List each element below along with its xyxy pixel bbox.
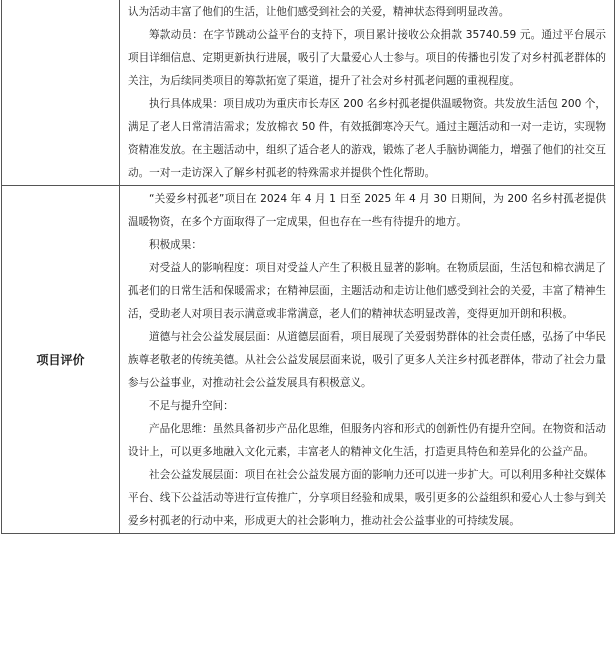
paragraph: 认为活动丰富了他们的生活，让他们感受到社会的关爱，精神状态得到明显改善。 <box>128 6 510 18</box>
paragraph: 筹款动员：在字节跳动公益平台的支持下，项目累计接收公众捐款 35740.59 元。通过平台展示项目详细信息、定期更新执行进展，吸引了大量爱心人士参与。项目的传播也引发了对乡村孤老群体的关注，为后续同类项目的筹款拓宽了渠道，提升了社会对乡村孤老问题的重视程度。 <box>128 29 606 87</box>
paragraph: 对受益人的影响程度：项目对受益人产生了积极且显著的影响。在物质层面，生活包和棉衣满足了孤老们的日常生活和保暖需求；在精神层面，主题活动和走访让他们感受到社会的关爱，丰富了精神生活，受助老人对项目表示满意或非常满意，老人们的精神状态明显改善，变得更加开朗和积极。 <box>128 262 606 320</box>
table-row <box>2 186 615 534</box>
row-content-cell <box>120 186 615 534</box>
row-label-project-evaluation: 项目评价 <box>2 186 120 534</box>
paragraph: 道德与社会公益发展层面：从道德层面看，项目展现了关爱弱势群体的社会责任感，弘扬了中华民族尊老敬老的传统美德。从社会公益发展层面来说，吸引了更多人关注乡村孤老群体，带动了社会力量参与公益事业，对推动社会公益发展具有积极意义。 <box>128 331 606 389</box>
row-content-cell <box>120 0 615 186</box>
document-table <box>1 0 615 534</box>
paragraph: “关爱乡村孤老”项目在 2024 年 4 月 1 日至 2025 年 4 月 30 日期间，为 200 名乡村孤老提供温暖物资，在多个方面取得了一定成果，但也存在一些有待提升的地方。 <box>128 193 606 228</box>
row-label-cell <box>2 0 120 186</box>
paragraph: 执行具体成果：项目成功为重庆市长寿区 200 名乡村孤老提供温暖物资。共发放生活包 200 个，满足了老人日常清洁需求；发放棉衣 50 件，有效抵御寒冷天气。通过主题活动和一对一走访，实现物资精准发放。在主题活动中，组织了适合老人的游戏，锻炼了老人手脑协调能力，增强了他们的社交互动。一对一走访深入了解乡村孤老的特殊需求并提供个性化帮助。 <box>128 98 606 179</box>
section-heading: 积极成果： <box>149 239 202 251</box>
paragraph: 社会公益发展层面：项目在社会公益发展方面的影响力还可以进一步扩大。可以利用多种社交媒体平台、线下公益活动等进行宣传推广，分享项目经验和成果，吸引更多的公益组织和爱心人士参与到关爱乡村孤老的行动中来，形成更大的社会影响力，推动社会公益事业的可持续发展。 <box>128 469 606 527</box>
section-heading: 不足与提升空间： <box>149 400 234 412</box>
paragraph: 产品化思维：虽然具备初步产品化思维，但服务内容和形式的创新性仍有提升空间。在物资和活动设计上，可以更多地融入文化元素，丰富老人的精神文化生活，打造更具特色和差异化的公益产品。 <box>128 423 606 458</box>
table-row <box>2 0 615 186</box>
